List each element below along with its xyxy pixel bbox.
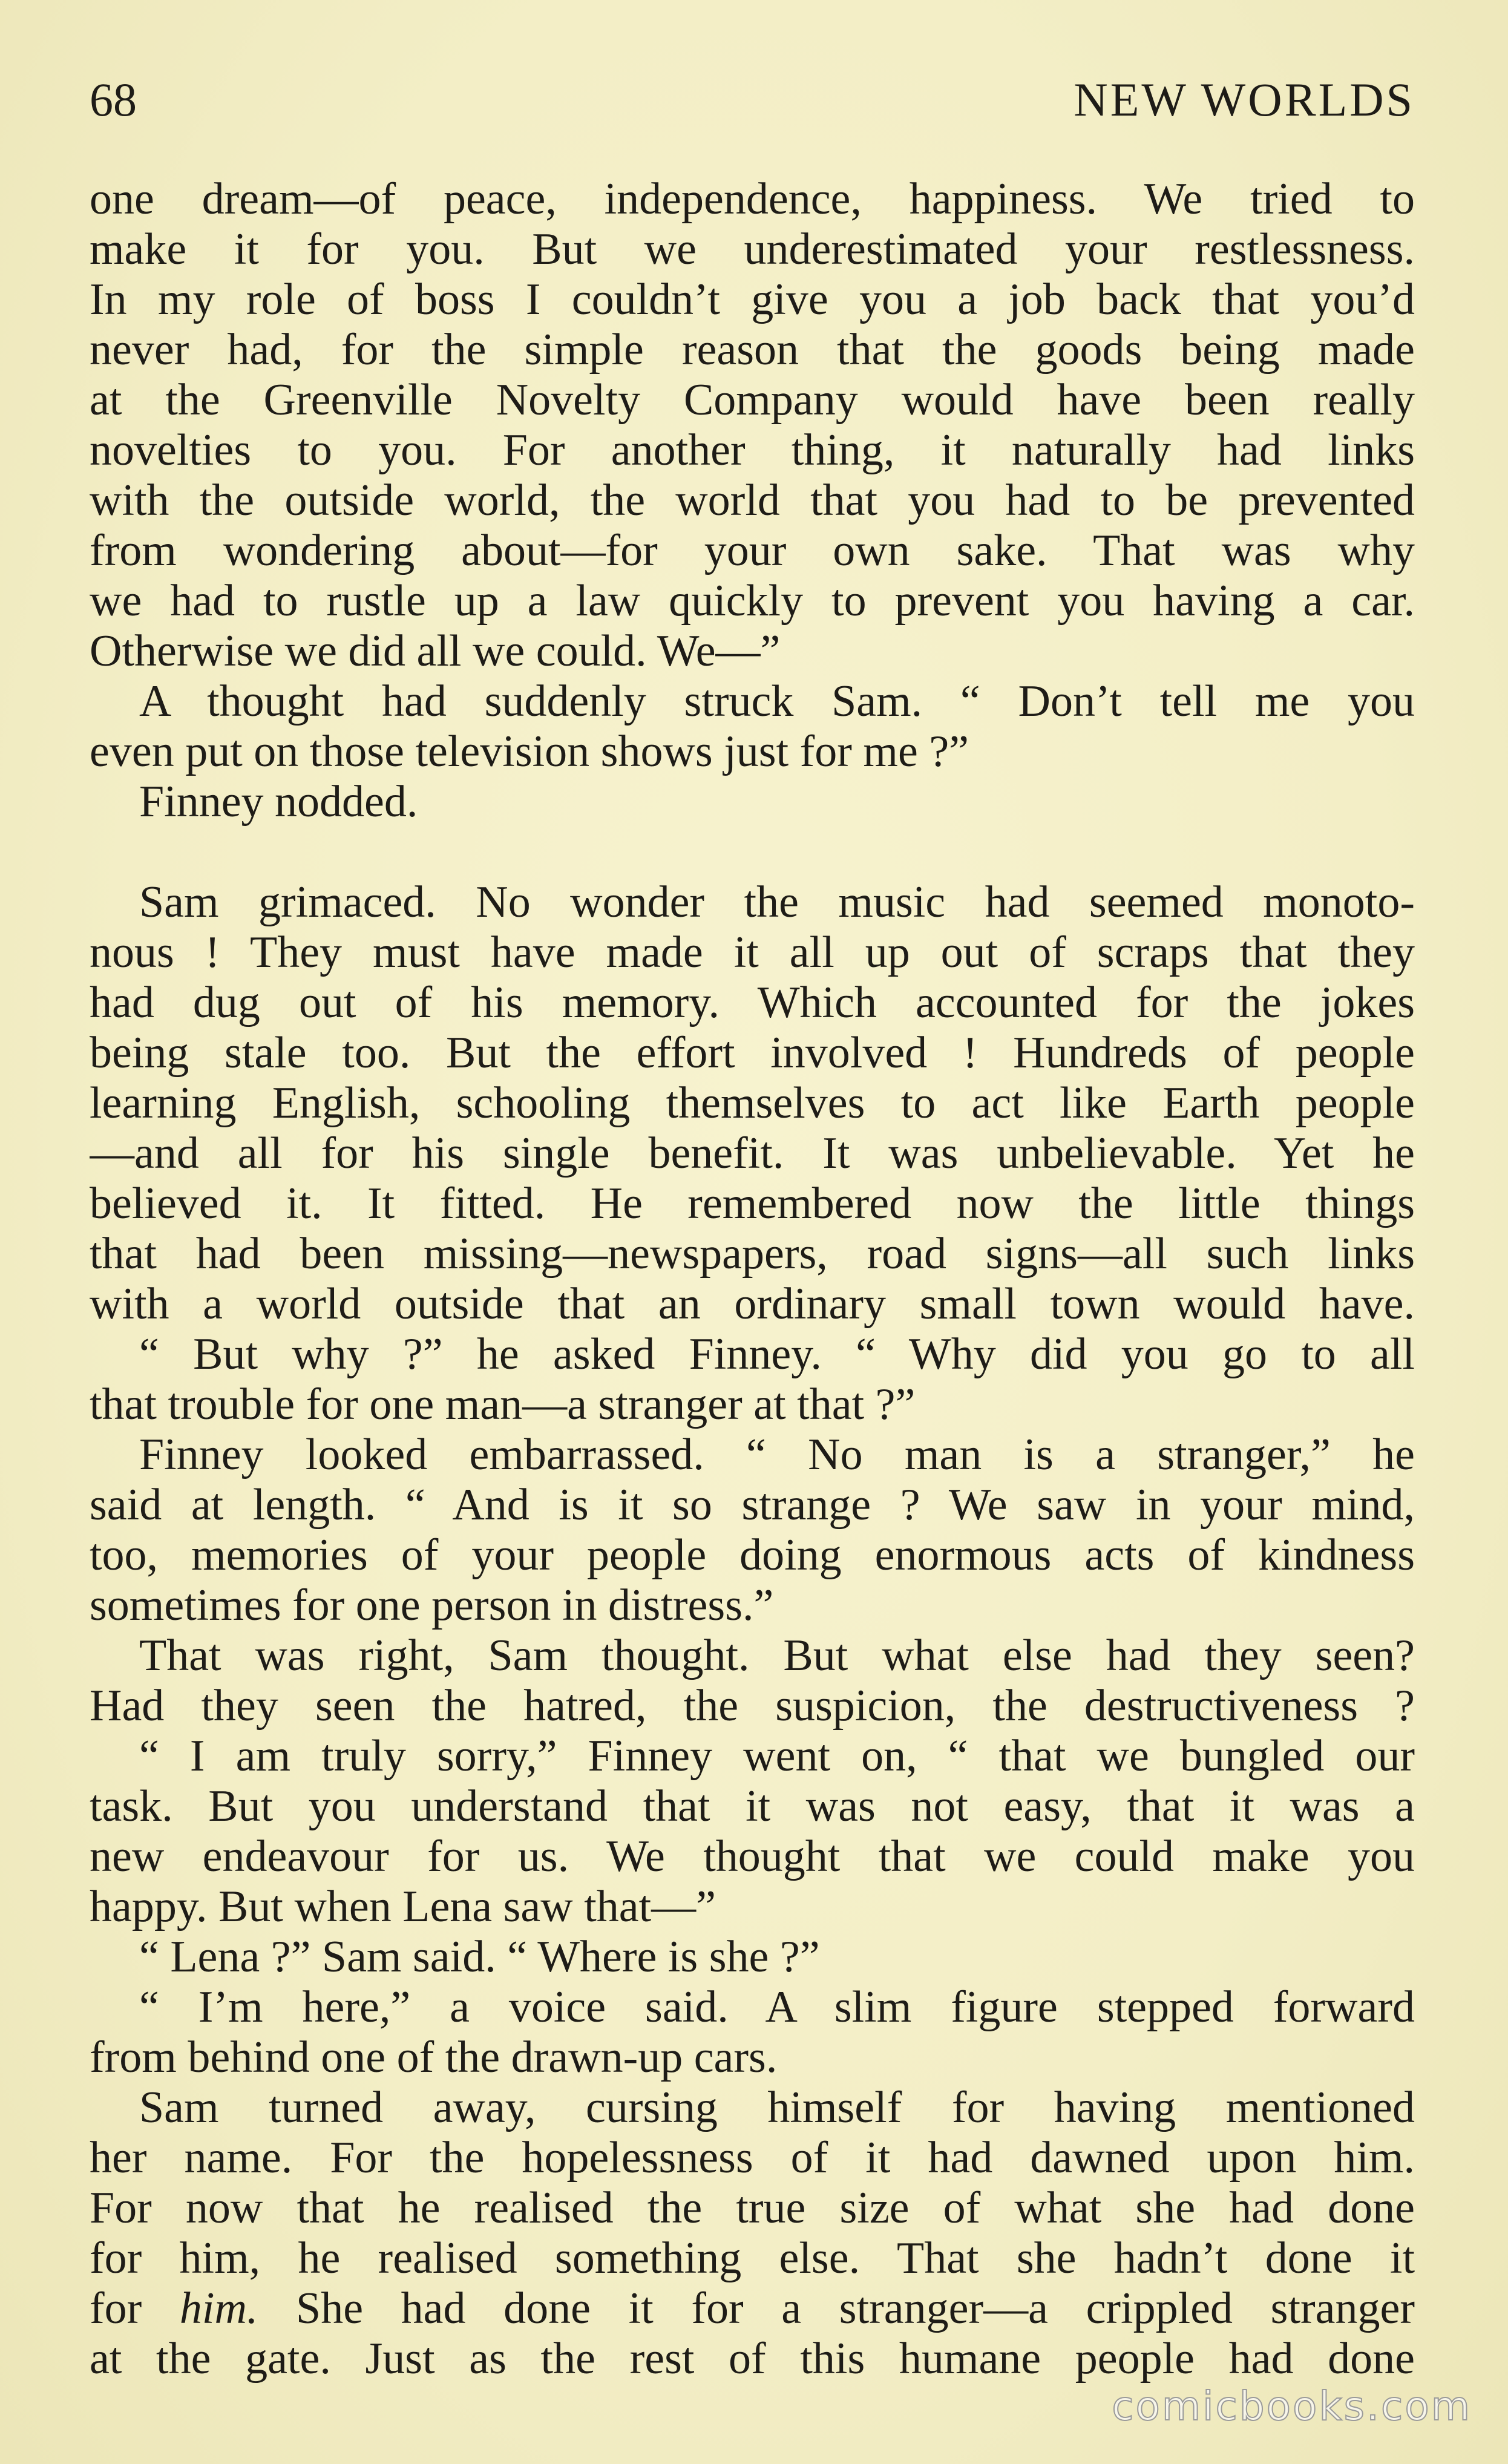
text-line: task. But you understand that it was not easy, that it was a xyxy=(90,1781,1415,1831)
text-line: at the Greenville Novelty Company would have been really xyxy=(90,375,1415,425)
text-line: For now that he realised the true size of what she had done xyxy=(90,2183,1415,2233)
text-line: Sam turned away, cursing himself for having mentioned xyxy=(139,2083,1415,2132)
text-line: Finney looked embarrassed. “ No man is a stranger,” he xyxy=(139,1430,1415,1479)
text-line: make it for you. But we underestimated your restlessness. xyxy=(90,224,1415,274)
text-line: Had they seen the hatred, the suspicion, the destructiveness ? xyxy=(90,1681,1415,1731)
text-line: being stale too. But the effort involved ! Hundreds of people xyxy=(90,1028,1415,1078)
text-span: She had done it for a stranger—a crippled stranger xyxy=(258,2284,1415,2333)
text-line: “ But why ?” he asked Finney. “ Why did you go to all xyxy=(139,1329,1415,1379)
text-line: for him, he realised something else. That she hadn’t done it xyxy=(90,2233,1415,2283)
text-line: with the outside world, the world that you had to be prevented xyxy=(90,476,1415,525)
text-line: from wondering about—for your own sake. That was why xyxy=(90,526,1415,575)
text-line: Sam grimaced. No wonder the music had seemed monoto- xyxy=(139,877,1415,927)
text-line: too, memories of your people doing enormous acts of kindness xyxy=(90,1530,1415,1580)
text-line: —and all for his single benefit. It was unbelievable. Yet he xyxy=(90,1129,1415,1178)
text-line: “ I’m here,” a voice said. A slim figure stepped forward xyxy=(139,1982,1415,2032)
text-line: we had to rustle up a law quickly to prevent you having a car. xyxy=(90,576,1415,626)
text-line: That was right, Sam thought. But what else had they seen? xyxy=(139,1631,1415,1680)
text-line: nous ! They must have made it all up out of scraps that they xyxy=(90,928,1415,977)
text-line: even put on those television shows just for me ?” xyxy=(90,727,969,776)
text-line: new endeavour for us. We thought that we could make you xyxy=(90,1832,1415,1881)
page-header xyxy=(90,67,1415,133)
text-line: believed it. It fitted. He remembered now the little things xyxy=(90,1179,1415,1228)
text-line: sometimes for one person in distress.” xyxy=(90,1581,774,1630)
italic-text: him. xyxy=(179,2284,258,2333)
text-line xyxy=(90,2284,1415,2334)
text-line: said at length. “ And is it so strange ? We saw in your mind, xyxy=(90,1480,1415,1530)
text-line: that had been missing—newspapers, road signs—all such links xyxy=(90,1229,1415,1279)
text-line: “ Lena ?” Sam said. “ Where is she ?” xyxy=(139,1932,820,1982)
text-line: never had, for the simple reason that the goods being made xyxy=(90,325,1415,375)
text-line: her name. For the hopelessness of it had dawned upon him. xyxy=(90,2133,1415,2183)
text-span: for xyxy=(90,2284,180,2333)
text-line: at the gate. Just as the rest of this humane people had done xyxy=(90,2334,1415,2384)
page-number: 68 xyxy=(90,73,137,126)
text-line: that trouble for one man—a stranger at that ?” xyxy=(90,1380,916,1429)
text-line: In my role of boss I couldn’t give you a job back that you’d xyxy=(90,275,1415,324)
text-line: Finney nodded. xyxy=(139,777,418,827)
text-line: with a world outside that an ordinary small town would have. xyxy=(90,1279,1415,1329)
text-line: one dream—of peace, independence, happiness. We tried to xyxy=(90,174,1415,224)
text-line: A thought had suddenly struck Sam. “ Don’t tell me you xyxy=(139,677,1415,726)
text-line: novelties to you. For another thing, it naturally had links xyxy=(90,425,1415,475)
text-line: “ I am truly sorry,” Finney went on, “ that we bungled our xyxy=(139,1731,1415,1781)
text-line: Otherwise we did all we could. We—” xyxy=(90,626,781,676)
text-line: learning English, schooling themselves to act like Earth people xyxy=(90,1078,1415,1128)
text-line: had dug out of his memory. Which accounted for the jokes xyxy=(90,978,1415,1027)
text-line: happy. But when Lena saw that—” xyxy=(90,1882,716,1932)
text-line: from behind one of the drawn-up cars. xyxy=(90,2033,778,2082)
body-text xyxy=(90,174,1415,2384)
running-head: NEW WORLDS xyxy=(1074,73,1415,126)
watermark: comicbooks.com xyxy=(1112,2383,1472,2430)
